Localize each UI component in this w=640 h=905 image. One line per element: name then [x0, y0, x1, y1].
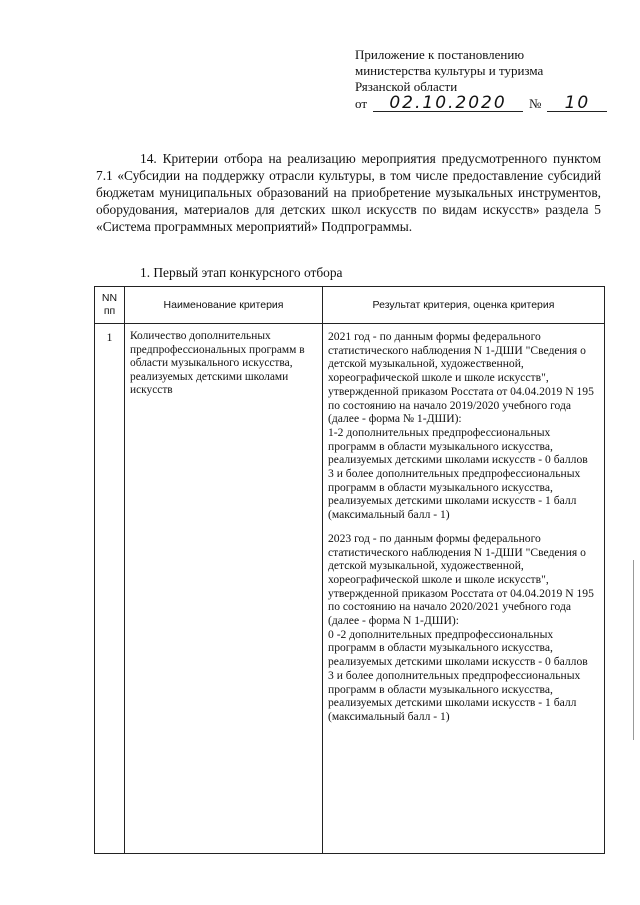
- appendix-header: [355, 47, 615, 112]
- stage-title: 1. Первый этап конкурсного отбора: [140, 265, 343, 280]
- intro-paragraph: [96, 150, 601, 235]
- result-2023: 2023 год - по данным формы федерального статистического наблюдения N 1-ДШИ "Сведения о детской музыкальной, художественной, хореографической школе и школе искусств", утвержденной приказом Росстата от 04.04.2019 N 195 по состоянию на начало 2020/2021 учебного года (далее - форма N 1-ДШИ): 0 -2 дополнительных предпрофессиональных программ в области музыкального искусства, реализуемых детскими школами искусств - 0 баллов 3 и более дополнительных предпрофессиональных программ в области музыкального искусства, реализуемых детскими школами искусств - 1 балл (максимальный балл - 1): [328, 531, 594, 723]
- result-2021: 2021 год - по данным формы федерального статистического наблюдения N 1-ДШИ "Сведения о детской музыкальной, художественной, хореографической школе и школе искусств", утвержденной приказом Росстата от 04.04.2019 N 195 по состоянию на начало 2019/2020 учебного года (далее - форма № 1-ДШИ): 1-2 дополнительных предпрофессиональных программ в области музыкального искусства, реализуемых детскими школами искусств - 0 баллов 3 и более дополнительных предпрофессиональных программ в области музыкального искусства, реализуемых детскими школами искусств - 1 балл (максимальный балл - 1): [328, 330, 594, 522]
- appendix-line-2: министерства культуры и туризма: [355, 63, 544, 78]
- appendix-line-1: Приложение к постановлению: [355, 47, 525, 62]
- row-criterion-name: Количество дополнительных предпрофессиональных программ в области музыкального искусства, реализуемых детскими школами искусств: [125, 324, 323, 854]
- row-result: [323, 324, 605, 854]
- number-prefix: №: [529, 96, 542, 111]
- handwritten-date: 02.10.2020: [373, 95, 523, 112]
- date-prefix: от: [355, 96, 368, 111]
- scan-edge-mark: [633, 560, 634, 740]
- handwritten-number: 10: [547, 95, 607, 112]
- appendix-date-row: [355, 95, 615, 112]
- row-num: 1: [95, 324, 125, 854]
- table-header-row: [95, 287, 605, 324]
- table-row: [95, 324, 605, 854]
- header-result: Результат критерия, оценка критерия: [323, 287, 605, 324]
- criteria-table: [94, 286, 605, 854]
- appendix-line-3: Рязанской области: [355, 79, 458, 94]
- intro-text: 14. Критерии отбора на реализацию мероприятия предусмотренного пунктом 7.1 «Субсидии на поддержку отрасли культуры, в том числе предоставление субсидий бюджетам муниципальных образований на приобретение музыкальных инструментов, оборудования, материалов для детских школ искусств по видам искусств» раздела 5 «Система программных мероприятий» Подпрограммы.: [96, 151, 601, 234]
- header-num: NN пп: [95, 287, 125, 324]
- header-name: Наименование критерия: [125, 287, 323, 324]
